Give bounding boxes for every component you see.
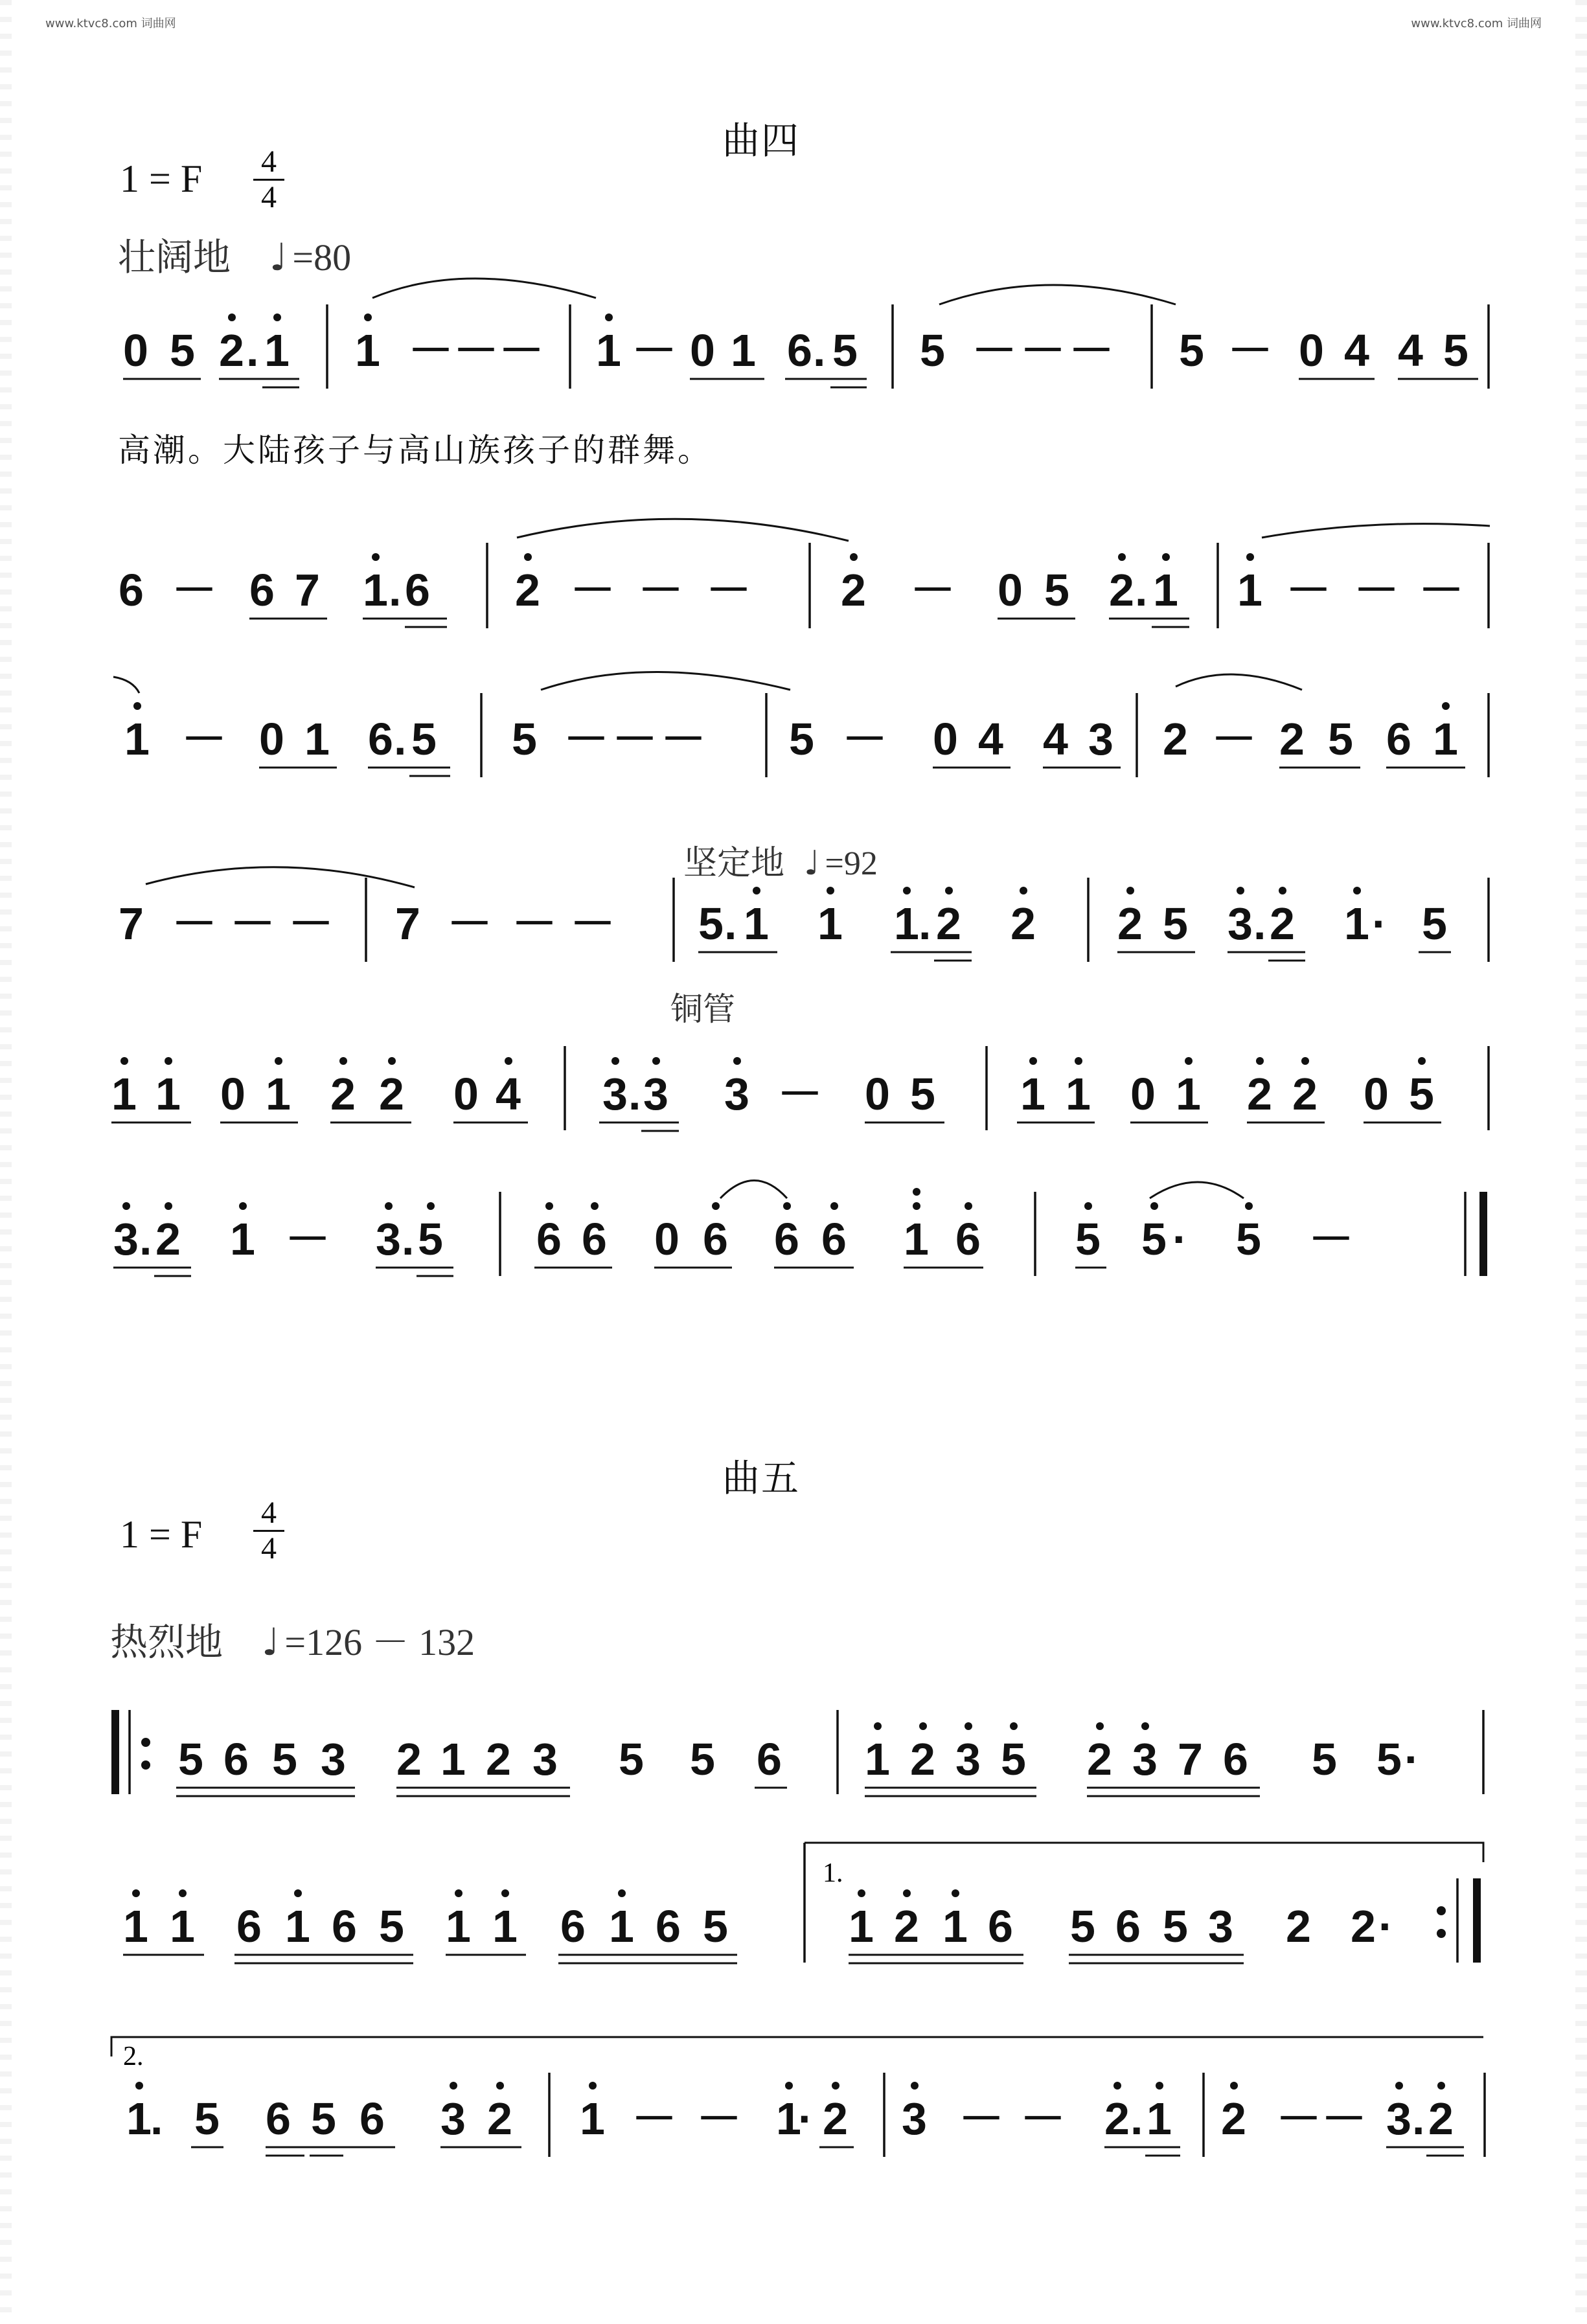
piece5-key: 1 = F [120, 1513, 203, 1556]
svg-text:－: － [570, 565, 615, 615]
svg-text:4: 4 [978, 714, 1003, 764]
svg-text:·: · [1172, 1214, 1188, 1264]
svg-text:5: 5 [832, 325, 858, 376]
svg-text:7: 7 [295, 565, 320, 615]
svg-text:0: 0 [123, 325, 148, 376]
svg-text:2: 2 [1087, 1734, 1112, 1784]
svg-text:·: · [1404, 1734, 1420, 1784]
svg-text:－: － [1020, 2093, 1066, 2144]
svg-text:3: 3 [955, 1734, 981, 1784]
svg-text:1: 1 [492, 1901, 518, 1952]
svg-text:2: 2 [1270, 898, 1295, 949]
svg-text:0: 0 [998, 565, 1023, 615]
svg-text:－: － [1276, 2093, 1321, 2144]
svg-text:1: 1 [1147, 2093, 1172, 2144]
svg-text:1: 1 [1433, 714, 1458, 764]
tempo2-bpm: =92 [825, 845, 878, 882]
svg-text:2: 2 [1117, 898, 1143, 949]
svg-text:1: 1 [230, 1214, 255, 1264]
svg-text:6: 6 [119, 565, 144, 615]
svg-text:.: . [389, 565, 402, 615]
svg-text:.: . [628, 1069, 641, 1119]
svg-text:－: － [172, 565, 217, 615]
svg-text:1: 1 [1153, 565, 1178, 615]
svg-text:2: 2 [379, 1069, 404, 1119]
piece5-tempo [110, 1612, 475, 1666]
svg-text:1: 1 [126, 2093, 152, 2144]
svg-text:1: 1 [170, 1901, 195, 1952]
svg-text:.: . [402, 1214, 415, 1264]
svg-text:6: 6 [988, 1901, 1013, 1952]
svg-text:7: 7 [395, 898, 420, 949]
svg-text:6: 6 [656, 1901, 681, 1952]
score-line-9 [111, 2037, 1485, 2157]
svg-text:2: 2 [823, 2093, 848, 2144]
time-sig-bottom: 4 [261, 1531, 277, 1566]
svg-text:5: 5 [703, 1901, 728, 1952]
svg-text:3: 3 [724, 1069, 749, 1119]
page-border-left [0, 0, 12, 2324]
svg-text:1: 1 [1020, 1069, 1045, 1119]
svg-text:－: － [1308, 1214, 1354, 1264]
svg-text:2: 2 [1104, 2093, 1130, 2144]
svg-text:5: 5 [1141, 1214, 1167, 1264]
svg-text:.: . [150, 2093, 163, 2144]
svg-text:6: 6 [1223, 1734, 1248, 1784]
svg-text:1: 1 [731, 325, 756, 376]
svg-text:－: － [661, 714, 706, 764]
piece5-time-signature [249, 1498, 288, 1564]
svg-text:5: 5 [698, 898, 724, 949]
svg-text:5: 5 [1376, 1734, 1402, 1784]
svg-text:－: － [696, 2093, 742, 2144]
svg-text:1: 1 [155, 1069, 181, 1119]
svg-text:－: － [1020, 325, 1066, 376]
svg-text:5: 5 [1312, 1734, 1337, 1784]
svg-text:0: 0 [259, 714, 284, 764]
tempo-word: 壮阔地 [118, 235, 231, 279]
svg-text:4: 4 [1398, 325, 1423, 376]
svg-text:－: － [570, 898, 615, 949]
svg-text:1: 1 [123, 1901, 148, 1952]
piece4-tempo2 [683, 836, 878, 884]
svg-text:－: － [453, 325, 499, 376]
svg-text:－: － [1321, 2093, 1367, 2144]
svg-text:1: 1 [355, 325, 380, 376]
svg-text:5: 5 [418, 1214, 443, 1264]
quarter-note-icon: ♩ [262, 1620, 280, 1664]
svg-text:6: 6 [1115, 1901, 1141, 1952]
svg-text:.: . [1135, 565, 1148, 615]
svg-text:2: 2 [841, 565, 866, 615]
time-sig-bottom: 4 [261, 180, 277, 214]
svg-text:1: 1 [124, 714, 150, 764]
svg-text:6: 6 [266, 2093, 291, 2144]
svg-text:－: － [959, 2093, 1004, 2144]
svg-text:6: 6 [757, 1734, 782, 1784]
svg-text:6: 6 [787, 325, 812, 376]
svg-text:5: 5 [1236, 1214, 1261, 1264]
svg-text:2: 2 [487, 2093, 512, 2144]
svg-text:1: 1 [266, 1069, 291, 1119]
svg-text:5: 5 [1163, 898, 1188, 949]
watermark-left: www.ktvc8.com 词曲网 [45, 17, 176, 30]
svg-text:6: 6 [560, 1901, 586, 1952]
svg-text:.: . [813, 325, 826, 376]
svg-text:2: 2 [894, 1901, 919, 1952]
svg-text:－: － [285, 1214, 330, 1264]
svg-text:3: 3 [1386, 2093, 1411, 2144]
svg-text:3: 3 [643, 1069, 668, 1119]
svg-text:2: 2 [1163, 714, 1188, 764]
svg-text:－: － [1227, 325, 1273, 376]
svg-text:5: 5 [512, 714, 537, 764]
svg-text:0: 0 [654, 1214, 679, 1264]
svg-text:5: 5 [1422, 898, 1447, 949]
svg-text:3: 3 [532, 1734, 558, 1784]
svg-text:3: 3 [1227, 898, 1253, 949]
page-border-right [1575, 0, 1587, 2324]
svg-text:6: 6 [1386, 714, 1411, 764]
svg-text:－: － [447, 898, 492, 949]
svg-text:3: 3 [1132, 1734, 1158, 1784]
score-line-8 [123, 1843, 1483, 1963]
svg-text:2: 2 [396, 1734, 422, 1784]
svg-text:1: 1 [580, 2093, 605, 2144]
svg-text:1: 1 [1176, 1069, 1201, 1119]
svg-text:1: 1 [865, 1734, 890, 1784]
svg-text:2: 2 [936, 898, 961, 949]
svg-text:－: － [499, 325, 544, 376]
score-line-5 [111, 1046, 1489, 1131]
svg-text:4: 4 [1043, 714, 1068, 764]
piece4-remark: 高潮。大陆孩子与高山族孩子的群舞。 [118, 431, 713, 469]
score-line-2 [119, 519, 1490, 628]
svg-text:2: 2 [1428, 2093, 1454, 2144]
svg-text:5: 5 [1163, 1901, 1188, 1952]
svg-text:0: 0 [865, 1069, 890, 1119]
tempo2-word: 坚定地 [683, 844, 785, 883]
svg-text:0: 0 [933, 714, 958, 764]
time-sig-top: 4 [261, 144, 277, 179]
svg-text:2: 2 [1010, 898, 1036, 949]
svg-text:5: 5 [789, 714, 814, 764]
svg-text:.: . [139, 1214, 152, 1264]
svg-text:1: 1 [817, 898, 843, 949]
svg-text:5: 5 [178, 1734, 203, 1784]
score-line-3 [113, 672, 1489, 778]
svg-text:4: 4 [496, 1069, 521, 1119]
svg-text:0: 0 [1364, 1069, 1389, 1119]
svg-text:·: · [798, 2093, 814, 2144]
quarter-note-icon: ♩ [804, 844, 820, 883]
svg-text:.: . [1253, 898, 1266, 949]
svg-text:5: 5 [170, 325, 195, 376]
svg-text:－: － [1286, 565, 1331, 615]
svg-text:5: 5 [910, 1069, 935, 1119]
svg-text:6: 6 [582, 1214, 607, 1264]
svg-text:－: － [181, 714, 227, 764]
svg-text:6: 6 [332, 1901, 357, 1952]
svg-text:6: 6 [236, 1901, 262, 1952]
svg-text:－: － [288, 898, 334, 949]
svg-text:.: . [724, 898, 737, 949]
svg-text:2: 2 [1279, 714, 1305, 764]
svg-text:0: 0 [690, 325, 715, 376]
watermark-right: www.ktvc8.com 词曲网 [1411, 17, 1542, 30]
svg-text:5: 5 [920, 325, 945, 376]
svg-text:1: 1 [111, 1069, 137, 1119]
svg-text:1: 1 [1066, 1069, 1091, 1119]
svg-text:－: － [632, 325, 677, 376]
svg-text:1: 1 [446, 1901, 471, 1952]
svg-text:0: 0 [1130, 1069, 1156, 1119]
svg-text:5: 5 [1001, 1734, 1026, 1784]
tempo-bpm: =126 － 132 [284, 1621, 475, 1663]
svg-text:3: 3 [1088, 714, 1113, 764]
svg-text:－: － [1354, 565, 1399, 615]
svg-text:2: 2 [486, 1734, 511, 1784]
svg-text:6: 6 [955, 1214, 981, 1264]
svg-text:2: 2 [1286, 1901, 1311, 1952]
svg-text:2: 2 [910, 1734, 935, 1784]
svg-text:5: 5 [1075, 1214, 1101, 1264]
svg-text:7: 7 [119, 898, 144, 949]
svg-text:5: 5 [379, 1901, 404, 1952]
svg-text:5: 5 [272, 1734, 297, 1784]
svg-text:·: · [1378, 1901, 1394, 1952]
piece4-title: 曲四 [722, 119, 801, 163]
instrument-label: 铜管 [670, 990, 735, 1028]
svg-text:4: 4 [1344, 325, 1369, 376]
svg-text:－: － [1069, 325, 1114, 376]
svg-text:5: 5 [311, 2093, 336, 2144]
svg-text:1: 1 [942, 1901, 968, 1952]
svg-text:2: 2 [515, 565, 540, 615]
svg-text:1: 1 [904, 1214, 929, 1264]
svg-text:－: － [564, 714, 609, 764]
svg-text:6: 6 [536, 1214, 562, 1264]
ending-1-label: 1. [823, 1858, 843, 1888]
svg-text:2: 2 [1221, 2093, 1246, 2144]
svg-text:1: 1 [849, 1901, 874, 1952]
svg-text:3: 3 [602, 1069, 628, 1119]
svg-text:1: 1 [776, 2093, 801, 2144]
svg-text:6: 6 [368, 714, 393, 764]
svg-text:.: . [919, 898, 931, 949]
svg-text:6: 6 [249, 565, 275, 615]
svg-text:1: 1 [285, 1901, 310, 1952]
svg-text:6: 6 [703, 1214, 728, 1264]
svg-text:2: 2 [1247, 1069, 1272, 1119]
svg-text:5: 5 [1070, 1901, 1095, 1952]
svg-text:3: 3 [902, 2093, 927, 2144]
svg-text:0: 0 [220, 1069, 245, 1119]
svg-text:－: － [230, 898, 275, 949]
svg-text:－: － [408, 325, 453, 376]
piece5-title: 曲五 [722, 1456, 801, 1500]
svg-text:5: 5 [1443, 325, 1468, 376]
quarter-note-icon: ♩ [269, 235, 288, 279]
svg-text:5: 5 [194, 2093, 220, 2144]
svg-text:－: － [638, 565, 683, 615]
svg-text:5: 5 [690, 1734, 715, 1784]
svg-text:1: 1 [609, 1901, 634, 1952]
svg-text:.: . [1412, 2093, 1425, 2144]
svg-text:·: · [1372, 898, 1387, 949]
svg-text:1: 1 [744, 898, 769, 949]
time-sig-top: 4 [261, 1496, 277, 1530]
tempo-bpm: =80 [292, 236, 352, 279]
svg-text:0: 0 [453, 1069, 479, 1119]
svg-text:－: － [706, 565, 751, 615]
svg-text:1: 1 [440, 1734, 466, 1784]
svg-text:.: . [246, 325, 259, 376]
svg-text:2: 2 [219, 325, 244, 376]
svg-text:－: － [910, 565, 955, 615]
svg-text:6: 6 [405, 565, 430, 615]
svg-text:3: 3 [376, 1214, 401, 1264]
svg-text:－: － [512, 898, 557, 949]
svg-text:－: － [777, 1069, 823, 1119]
svg-text:3: 3 [1208, 1901, 1233, 1952]
svg-text:－: － [842, 714, 887, 764]
svg-text:－: － [972, 325, 1017, 376]
svg-text:6: 6 [360, 2093, 385, 2144]
svg-text:3: 3 [321, 1734, 346, 1784]
svg-text:5: 5 [1409, 1069, 1434, 1119]
svg-text:7: 7 [1178, 1734, 1203, 1784]
score-line-6 [113, 1181, 1483, 1277]
svg-text:2: 2 [155, 1214, 181, 1264]
svg-text:1: 1 [894, 898, 919, 949]
svg-text:1: 1 [1344, 898, 1369, 949]
svg-text:5: 5 [1044, 565, 1069, 615]
svg-text:2: 2 [1292, 1069, 1318, 1119]
svg-text:6: 6 [223, 1734, 249, 1784]
svg-text:5: 5 [1328, 714, 1353, 764]
svg-text:1: 1 [596, 325, 621, 376]
svg-text:－: － [1211, 714, 1257, 764]
svg-text:1: 1 [304, 714, 330, 764]
svg-text:1: 1 [264, 325, 290, 376]
svg-text:1: 1 [363, 565, 388, 615]
svg-text:6: 6 [821, 1214, 847, 1264]
svg-text:5: 5 [1179, 325, 1204, 376]
svg-text:－: － [1419, 565, 1464, 615]
svg-text:6: 6 [774, 1214, 799, 1264]
svg-text:5: 5 [619, 1734, 644, 1784]
piece4-tempo [118, 227, 351, 281]
score-line-7 [115, 1710, 1483, 1796]
svg-text:－: － [172, 898, 217, 949]
svg-text:2: 2 [1109, 565, 1134, 615]
ending-2-label: 2. [123, 2042, 144, 2071]
svg-text:1: 1 [1237, 565, 1262, 615]
svg-text:－: － [632, 2093, 677, 2144]
svg-text:2: 2 [330, 1069, 356, 1119]
svg-text:5: 5 [411, 714, 437, 764]
svg-text:3: 3 [113, 1214, 139, 1264]
svg-text:.: . [1130, 2093, 1143, 2144]
svg-text:.: . [394, 714, 407, 764]
piece4-key: 1 = F [120, 157, 203, 200]
piece4-time-signature [249, 146, 288, 213]
score-line-1 [123, 279, 1489, 389]
svg-text:2: 2 [1351, 1901, 1376, 1952]
svg-text:3: 3 [440, 2093, 466, 2144]
svg-text:0: 0 [1299, 325, 1324, 376]
svg-text:－: － [612, 714, 657, 764]
tempo-word: 热烈地 [110, 1620, 223, 1664]
